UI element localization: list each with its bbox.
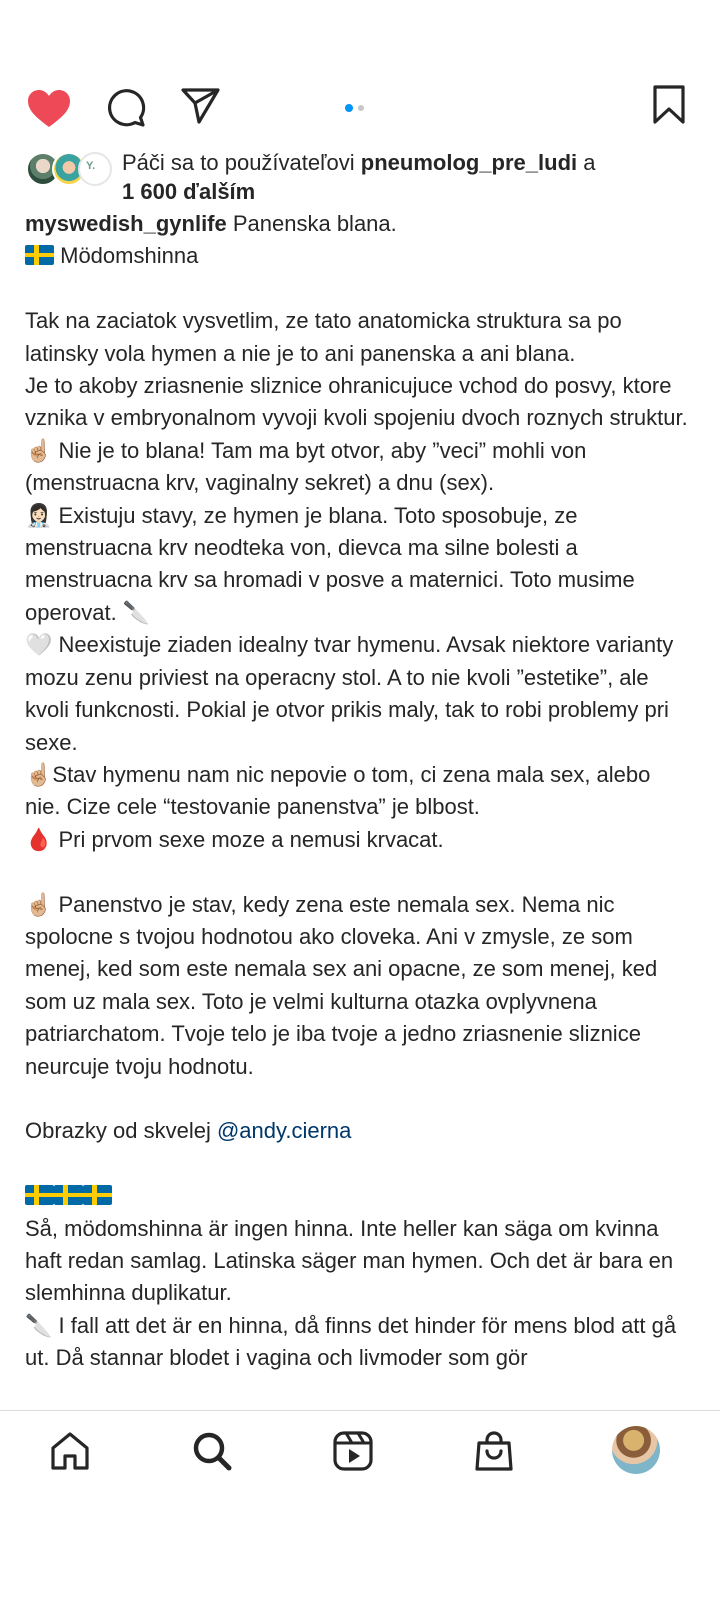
carousel-dot bbox=[358, 105, 364, 111]
post-caption bbox=[25, 208, 690, 1375]
paper-plane-icon[interactable] bbox=[181, 86, 221, 126]
caption-paragraph: ☝🏼Stav hymenu nam nic nepovie o tom, ci zena mala sex, alebo nie. Cize cele “testovanie panenstva” je blbost. bbox=[25, 761, 657, 820]
shopping-bag-icon[interactable] bbox=[471, 1428, 517, 1474]
carousel-dot-active bbox=[345, 104, 353, 112]
caption-paragraph: 🔪 I fall att det är en hinna, då finns det hinder för mens blod att gå ut. Då stannar blodet i vagina och livmoder som gör bbox=[25, 1312, 683, 1371]
search-icon[interactable] bbox=[189, 1428, 235, 1474]
caption-paragraph: ☝🏼 Nie je to blana! Tam ma byt otvor, aby ”veci” mohli von (menstruacna krv, vaginalny sekret) a dnu (sex). bbox=[25, 437, 593, 496]
home-icon[interactable] bbox=[47, 1428, 93, 1474]
caption-paragraph: Je to akoby zriasnenie sliznice ohranicujuce vchod do posvy, ktore vznika v embryonalnom vyvoji kvoli spojeniu dvoch roznych struktur. bbox=[25, 373, 688, 431]
likes-summary[interactable] bbox=[26, 148, 706, 210]
heart-filled-icon[interactable] bbox=[27, 89, 71, 129]
caption-line: Mödomshinna bbox=[54, 243, 199, 269]
post-action-bar bbox=[0, 82, 720, 138]
caption-paragraph: 🩸 Pri prvom sexe moze a nemusi krvacat. bbox=[25, 826, 444, 852]
caption-paragraph: 🤍 Neexistuje ziaden idealny tvar hymenu. Avsak niektore varianty mozu zenu priviest na operacny stol. A to nie kvoli ”estetike”, ale kvoli funkcnosti. Pokial je otvor prikis maly, tak to robi problemy pri sexe. bbox=[25, 632, 680, 755]
caption-title: Panenska blana. bbox=[226, 211, 397, 236]
liker-avatars bbox=[26, 152, 112, 188]
swedish-flag-icon bbox=[54, 1185, 83, 1205]
bookmark-icon[interactable] bbox=[652, 85, 686, 125]
mention-link[interactable]: @andy.cierna bbox=[216, 1118, 352, 1144]
caption-paragraph: ☝🏼 Panenstvo je stav, kedy zena este nemala sex. Nema nic spolocne s tvojou hodnotou ako cloveka. Ani v zmysle, ze som menej, ked som este nemala sex ani opacne, ze som menej, ked som uz mala sex. Toto je velmi kulturna otazka ovplyvnena patriarchatom. Tvoje telo je iba tvoje a jedno zriasnenie sliznice neurcuje tvoju hodnotu. bbox=[25, 891, 664, 1079]
caption-paragraph: Tak na zaciatok vysvetlim, ze tato anatomicka struktura sa po latinsky vola hymen a nie je to ani panenska a ani blana. bbox=[25, 308, 628, 366]
profile-avatar[interactable] bbox=[612, 1426, 660, 1474]
caption-paragraph: Obrazky od skvelej bbox=[25, 1118, 217, 1144]
caption-paragraph: 👩🏻‍⚕️ Existuju stavy, ze hymen je blana. Toto sposobuje, ze menstruacna krv neodteka von, dievca ma silne bolesti a menstruacna krv sa hromadi v posve a maternici. Toto musime operovat. 🔪 bbox=[25, 502, 641, 625]
likes-text: Páči sa to používateľovi pneumolog_pre_ludi a 1 600 ďalším bbox=[122, 150, 596, 204]
swedish-flag-icon bbox=[25, 245, 54, 265]
likes-count[interactable]: 1 600 ďalším bbox=[122, 179, 256, 204]
reels-icon[interactable] bbox=[330, 1428, 376, 1474]
author-username[interactable]: myswedish_gynlife bbox=[25, 211, 227, 236]
swedish-flag-icon bbox=[83, 1185, 112, 1205]
bottom-navigation bbox=[0, 1410, 720, 1490]
liker-username[interactable]: pneumolog_pre_ludi bbox=[360, 150, 578, 175]
swedish-flag-icon bbox=[25, 1185, 54, 1205]
carousel-indicator bbox=[345, 103, 364, 113]
comment-icon[interactable] bbox=[105, 87, 147, 129]
caption-paragraph: Så, mödomshinna är ingen hinna. Inte heller kan säga om kvinna haft redan samlag. Latinska säger man hymen. Och det är bara en slemhinna duplikatur. bbox=[25, 1215, 680, 1306]
avatar: Y. bbox=[78, 152, 112, 186]
